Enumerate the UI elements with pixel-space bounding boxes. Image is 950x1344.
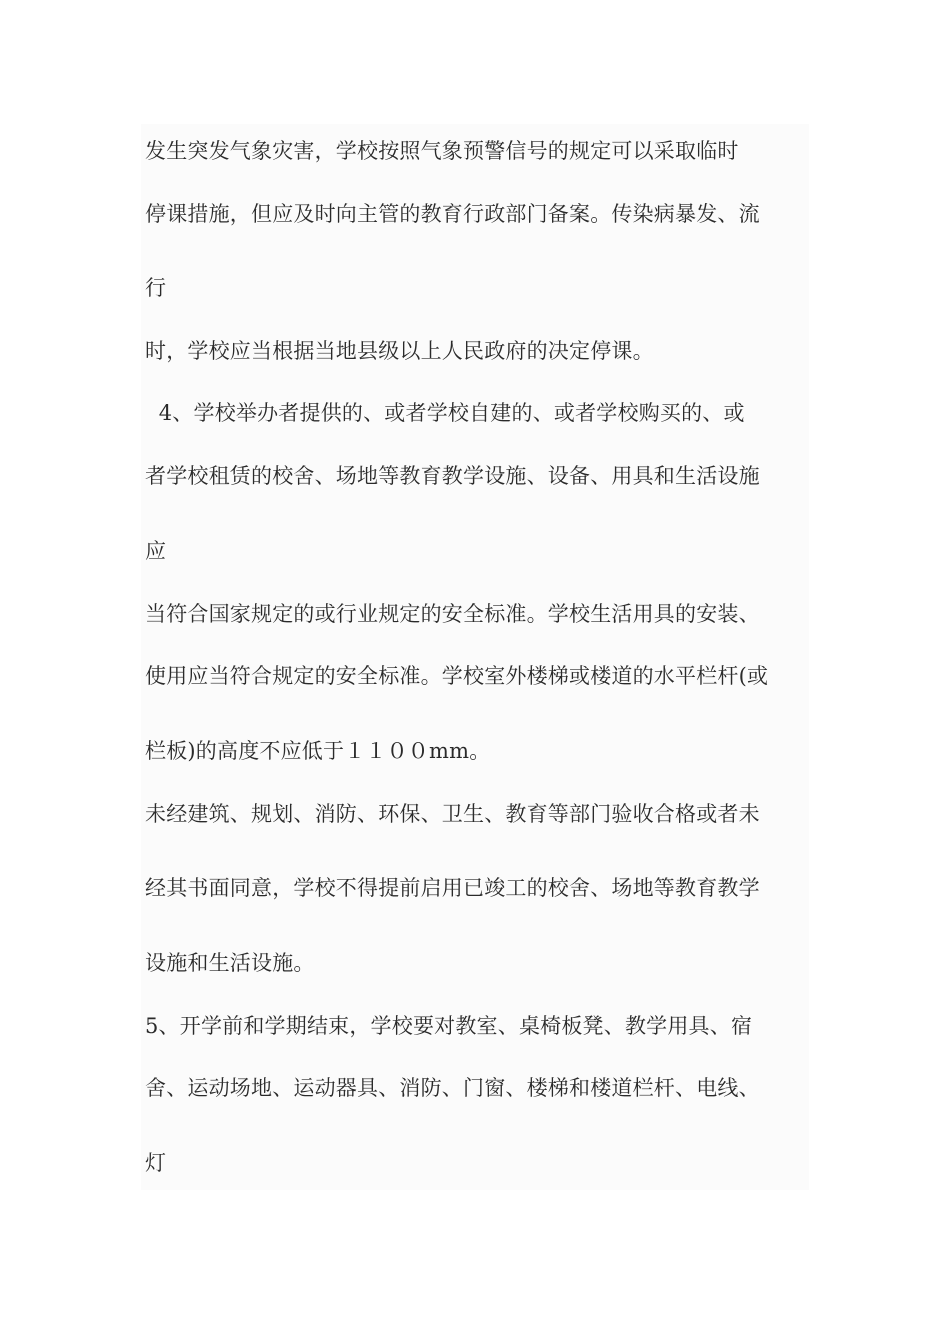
text-line-9: 使用应当符合规定的安全标准。学校室外楼梯或楼道的水平栏杆(或: [145, 664, 769, 688]
text-line-16: 灯: [145, 1151, 167, 1175]
text-line-13: 设施和生活设施。: [145, 951, 315, 975]
text-line-5: 4、学校举办者提供的、或者学校自建的、或者学校购买的、或: [145, 401, 745, 425]
text-line-14: 5、开学前和学期结束，学校要对教室、桌椅板凳、教学用具、宿: [145, 1014, 753, 1038]
text-line-12: 经其书面同意，学校不得提前启用已竣工的校舍、场地等教育教学: [145, 876, 760, 900]
text-line-1: 发生突发气象灾害，学校按照气象预警信号的规定可以采取临时: [145, 139, 739, 163]
text-line-7: 应: [145, 539, 167, 563]
text-line-8: 当符合国家规定的或行业规定的安全标准。学校生活用具的安装、: [145, 602, 760, 626]
text-line-10: 栏板)的高度不应低于１１００mm。: [145, 739, 491, 763]
text-line-11: 未经建筑、规划、消防、环保、卫生、教育等部门验收合格或者未: [145, 802, 760, 826]
text-line-6: 者学校租赁的校舍、场地等教育教学设施、设备、用具和生活设施: [145, 464, 760, 488]
text-line-4: 时，学校应当根据当地县级以上人民政府的决定停课。: [145, 339, 654, 363]
text-line-15: 舍、运动场地、运动器具、消防、门窗、楼梯和楼道栏杆、电线、: [145, 1076, 760, 1100]
text-line-2: 停课措施，但应及时向主管的教育行政部门备案。传染病暴发、流: [145, 202, 760, 226]
text-line-3: 行: [145, 276, 167, 300]
